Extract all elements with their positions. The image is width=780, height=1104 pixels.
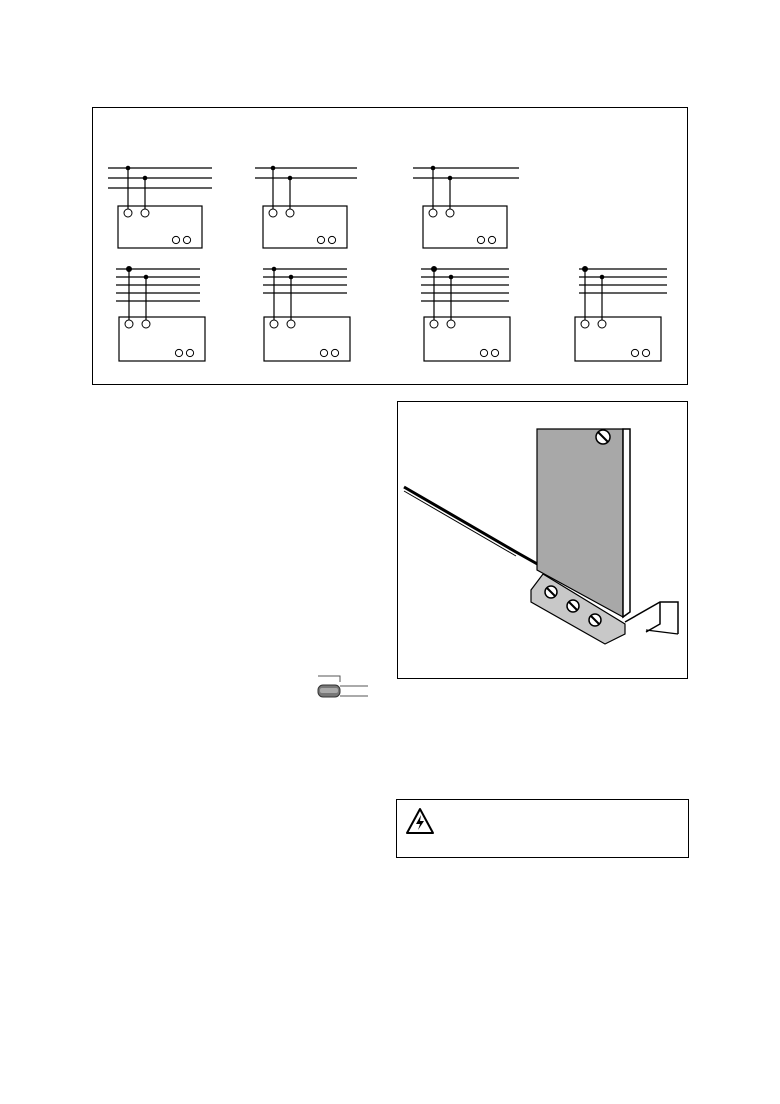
wiring-diagram <box>108 166 212 248</box>
input-terminal <box>598 320 606 328</box>
wiring-diagram <box>413 166 519 248</box>
output-terminal <box>642 349 649 356</box>
junction-dot <box>272 267 277 272</box>
output-terminal <box>631 349 638 356</box>
junction-dot <box>582 266 588 272</box>
warning-box <box>396 799 689 858</box>
terminal-screw-icon <box>567 600 579 612</box>
input-terminal <box>430 320 438 328</box>
output-terminal <box>488 236 495 243</box>
wiring-diagram <box>575 266 667 361</box>
top-screw-icon <box>596 430 610 444</box>
terminal-screw-icon <box>589 614 601 626</box>
junction-dot <box>143 176 148 181</box>
terminal-illustration-panel <box>397 401 688 679</box>
output-terminal <box>175 349 182 356</box>
input-terminal <box>124 209 132 217</box>
junction-dot <box>431 166 436 171</box>
output-terminal <box>317 236 324 243</box>
output-terminal <box>183 236 190 243</box>
input-terminal <box>269 209 277 217</box>
output-terminal <box>186 349 193 356</box>
wiring-diagram <box>263 267 350 361</box>
input-terminal <box>141 209 149 217</box>
output-terminal <box>320 349 327 356</box>
stripped-cable-icon <box>312 672 370 702</box>
cover-edge-line <box>404 487 548 570</box>
output-terminal <box>172 236 179 243</box>
input-terminal <box>270 320 278 328</box>
wiring-diagram <box>116 266 205 361</box>
junction-dot <box>288 176 293 181</box>
junction-dot <box>144 275 149 280</box>
input-terminal <box>287 320 295 328</box>
wiring-diagram <box>255 166 357 248</box>
output-terminal <box>491 349 498 356</box>
terminal-screw-icon <box>545 586 557 598</box>
junction-dot <box>289 275 294 280</box>
wiring-diagrams-panel <box>92 107 688 385</box>
output-terminal <box>331 349 338 356</box>
input-terminal <box>447 320 455 328</box>
junction-dot <box>448 176 453 181</box>
terminal-block-illustration <box>398 402 687 678</box>
output-terminal <box>477 236 484 243</box>
wiring-diagrams-svg <box>93 108 687 384</box>
junction-dot <box>449 275 454 280</box>
input-terminal <box>125 320 133 328</box>
junction-dot <box>431 266 437 272</box>
output-terminal <box>480 349 487 356</box>
junction-dot <box>126 266 132 272</box>
input-terminal <box>142 320 150 328</box>
input-terminal <box>581 320 589 328</box>
high-voltage-warning-icon <box>405 807 435 835</box>
input-terminal <box>446 209 454 217</box>
junction-dot <box>600 275 605 280</box>
wiring-diagram <box>421 266 510 361</box>
input-terminal <box>429 209 437 217</box>
junction-dot <box>271 166 276 171</box>
output-terminal <box>328 236 335 243</box>
input-terminal <box>286 209 294 217</box>
junction-dot <box>126 166 131 171</box>
